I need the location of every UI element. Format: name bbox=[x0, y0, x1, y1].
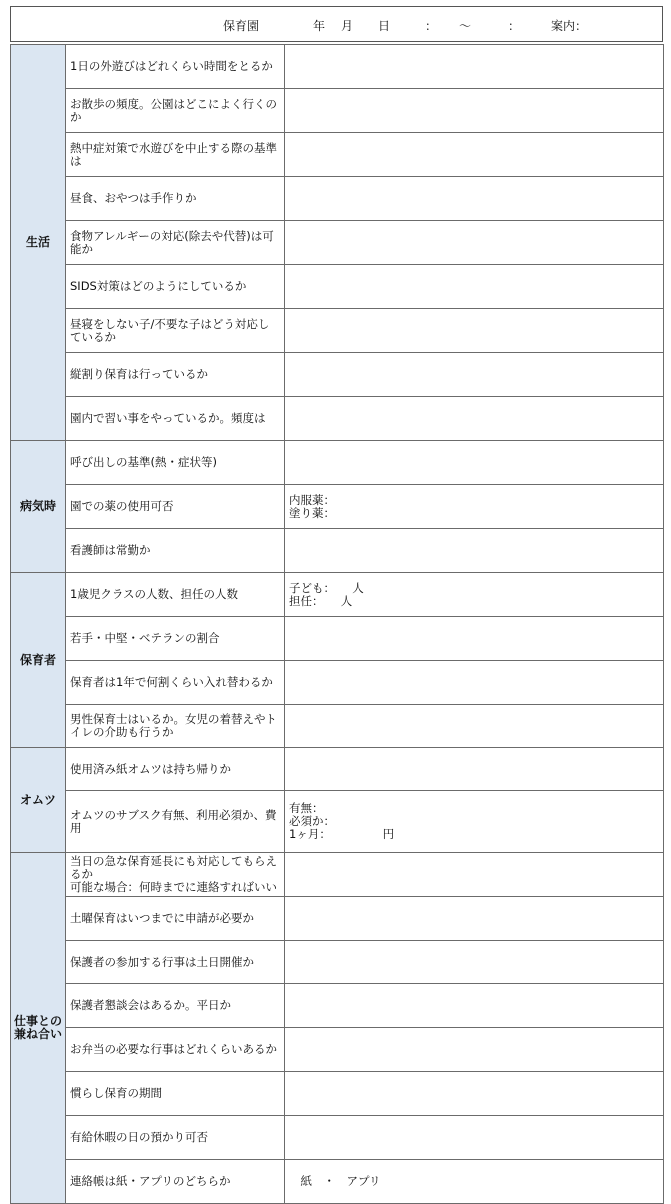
year-label: 年 bbox=[313, 19, 326, 33]
time-colon-end: ： bbox=[508, 19, 521, 33]
nursery-label: 保育園 bbox=[223, 19, 260, 33]
category-cell: 生活 bbox=[11, 45, 66, 441]
question-cell: 若手・中堅・ベテランの割合 bbox=[66, 617, 285, 661]
table-row bbox=[11, 45, 664, 89]
answer-field[interactable]: 有無： 必須か： 1ヶ月： 円 bbox=[285, 791, 664, 853]
table-row bbox=[11, 661, 664, 705]
answer-field[interactable] bbox=[285, 529, 664, 573]
answer-field[interactable] bbox=[285, 309, 664, 353]
question-cell: 使用済み紙オムツは持ち帰りか bbox=[66, 748, 285, 791]
checklist-table bbox=[10, 44, 664, 1204]
question-cell: 有給休暇の日の預かり可否 bbox=[66, 1116, 285, 1160]
question-cell: 縦割り保育は行っているか bbox=[66, 353, 285, 397]
answer-field[interactable] bbox=[285, 89, 664, 133]
answer-field[interactable] bbox=[285, 748, 664, 791]
question-cell: 園内で習い事をやっているか。頻度は bbox=[66, 397, 285, 441]
day-label: 日 bbox=[378, 19, 391, 33]
question-cell: 1歳児クラスの人数、担任の人数 bbox=[66, 573, 285, 617]
answer-field[interactable] bbox=[285, 177, 664, 221]
table-row bbox=[11, 221, 664, 265]
question-cell: オムツのサブスク有無、利用必須か、費用 bbox=[66, 791, 285, 853]
question-cell: 昼寝をしない子/不要な子はどう対応しているか bbox=[66, 309, 285, 353]
table-row bbox=[11, 573, 664, 617]
answer-field[interactable] bbox=[285, 984, 664, 1028]
question-cell: 男性保育士はいるか。女児の着替えやトイレの介助も行うか bbox=[66, 705, 285, 748]
table-row bbox=[11, 1116, 664, 1160]
guide-label: 案内： bbox=[551, 19, 588, 33]
table-row bbox=[11, 133, 664, 177]
question-cell: 当日の急な保育延長にも対応してもらえるか 可能な場合：何時までに連絡すればいい bbox=[66, 853, 285, 897]
question-cell: SIDS対策はどのようにしているか bbox=[66, 265, 285, 309]
question-cell: お散歩の頻度。公園はどこによく行くのか bbox=[66, 89, 285, 133]
question-cell: 1日の外遊びはどれくらい時間をとるか bbox=[66, 45, 285, 89]
table-row bbox=[11, 897, 664, 941]
question-cell: 看護師は常勤か bbox=[66, 529, 285, 573]
table-row bbox=[11, 617, 664, 661]
answer-field[interactable] bbox=[285, 705, 664, 748]
table-row bbox=[11, 89, 664, 133]
category-cell: 病気時 bbox=[11, 441, 66, 573]
answer-field[interactable] bbox=[285, 133, 664, 177]
form-header bbox=[10, 6, 663, 42]
table-row bbox=[11, 853, 664, 897]
table-row bbox=[11, 353, 664, 397]
month-label: 月 bbox=[341, 19, 354, 33]
table-row bbox=[11, 941, 664, 984]
time-tilde: 〜 bbox=[459, 19, 472, 33]
question-cell: 連絡帳は紙・アプリのどちらか bbox=[66, 1160, 285, 1204]
table-row bbox=[11, 397, 664, 441]
question-cell: 呼び出しの基準(熱・症状等) bbox=[66, 441, 285, 485]
answer-field[interactable] bbox=[285, 617, 664, 661]
answer-field[interactable] bbox=[285, 661, 664, 705]
category-cell: 保育者 bbox=[11, 573, 66, 748]
table-row bbox=[11, 1028, 664, 1072]
answer-field[interactable] bbox=[285, 853, 664, 897]
table-row bbox=[11, 177, 664, 221]
answer-field[interactable] bbox=[285, 441, 664, 485]
answer-field[interactable] bbox=[285, 397, 664, 441]
question-cell: 園での薬の使用可否 bbox=[66, 485, 285, 529]
question-cell: 食物アレルギーの対応(除去や代替)は可能か bbox=[66, 221, 285, 265]
answer-field[interactable]: 子ども： 人 担任： 人 bbox=[285, 573, 664, 617]
answer-field[interactable] bbox=[285, 1116, 664, 1160]
answer-field[interactable] bbox=[285, 221, 664, 265]
question-cell: 熱中症対策で水遊びを中止する際の基準は bbox=[66, 133, 285, 177]
answer-field[interactable] bbox=[285, 897, 664, 941]
question-cell: 保護者の参加する行事は土日開催か bbox=[66, 941, 285, 984]
question-cell: お弁当の必要な行事はどれくらいあるか bbox=[66, 1028, 285, 1072]
category-cell: 仕事との兼ね合い bbox=[11, 853, 66, 1204]
question-cell: 保護者懇談会はあるか。平日か bbox=[66, 984, 285, 1028]
table-row bbox=[11, 984, 664, 1028]
answer-field[interactable] bbox=[285, 45, 664, 89]
question-cell: 土曜保育はいつまでに申請が必要か bbox=[66, 897, 285, 941]
table-row bbox=[11, 485, 664, 529]
question-cell: 保育者は1年で何割くらい入れ替わるか bbox=[66, 661, 285, 705]
answer-field[interactable]: 紙 ・ アプリ bbox=[285, 1160, 664, 1204]
answer-field[interactable] bbox=[285, 353, 664, 397]
category-cell: オムツ bbox=[11, 748, 66, 853]
answer-field[interactable] bbox=[285, 265, 664, 309]
table-row bbox=[11, 1072, 664, 1116]
question-cell: 昼食、おやつは手作りか bbox=[66, 177, 285, 221]
table-row bbox=[11, 748, 664, 791]
table-row bbox=[11, 791, 664, 853]
table-row bbox=[11, 1160, 664, 1204]
answer-field[interactable] bbox=[285, 941, 664, 984]
table-row bbox=[11, 705, 664, 748]
answer-field[interactable]: 内服薬： 塗り薬： bbox=[285, 485, 664, 529]
question-cell: 慣らし保育の期間 bbox=[66, 1072, 285, 1116]
answer-field[interactable] bbox=[285, 1072, 664, 1116]
time-colon-start: ： bbox=[425, 19, 438, 33]
table-row bbox=[11, 309, 664, 353]
answer-field[interactable] bbox=[285, 1028, 664, 1072]
table-row bbox=[11, 265, 664, 309]
table-row bbox=[11, 441, 664, 485]
table-row bbox=[11, 529, 664, 573]
